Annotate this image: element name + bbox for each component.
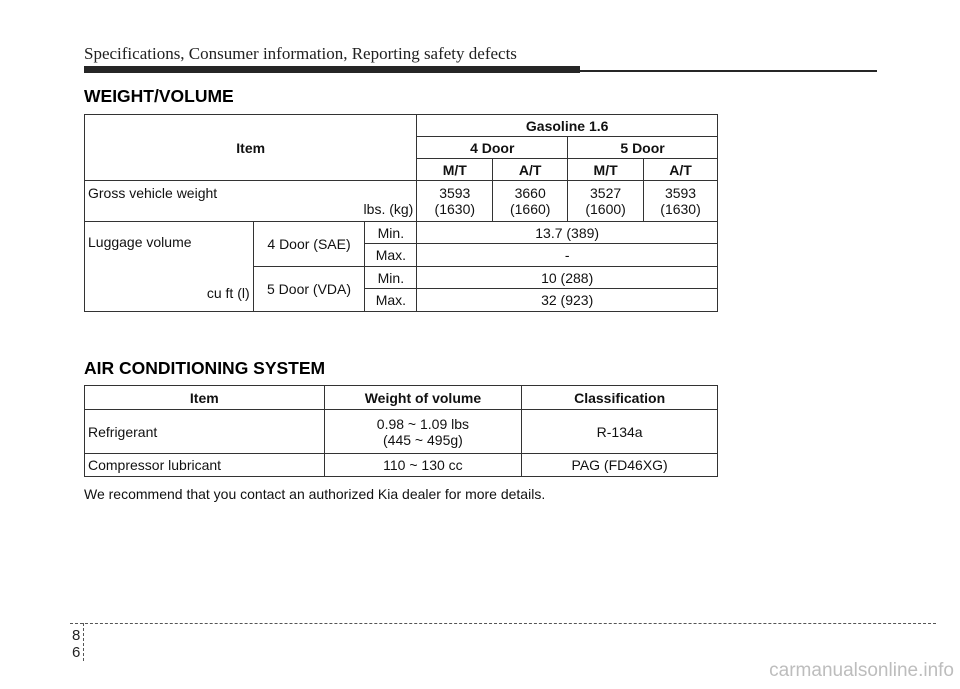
gvw-cell xyxy=(568,181,644,222)
gvw-unit: lbs. (kg) xyxy=(363,201,414,217)
gvw-cell xyxy=(417,181,493,222)
door4-min-value: 13.7 (389) xyxy=(417,222,718,244)
ac-weight-line1: 0.98 ~ 1.09 lbs xyxy=(376,415,470,432)
page-number: 8 6 xyxy=(72,627,85,661)
header-rule-thick xyxy=(84,66,580,73)
engine-header: Gasoline 1.6 xyxy=(417,115,718,137)
ac-header-class: Classification xyxy=(522,386,718,410)
ac-system-table xyxy=(84,385,718,477)
luggage-label: Luggage volume xyxy=(88,234,192,250)
gvw-lbs: 3660 xyxy=(514,185,546,201)
gvw-kg: (1660) xyxy=(509,201,551,217)
luggage-label-cell xyxy=(85,222,254,312)
trans-header: M/T xyxy=(417,159,493,181)
header-rule-thin xyxy=(580,70,877,72)
door5-header: 5 Door xyxy=(568,137,718,159)
gvw-lbs: 3593 xyxy=(664,185,697,201)
door5-max-value: 32 (923) xyxy=(417,289,718,312)
weight-volume-table xyxy=(84,114,718,312)
door4-standard: 4 Door (SAE) xyxy=(253,222,365,267)
ac-class: PAG (FD46XG) xyxy=(522,454,718,477)
ac-item: Compressor lubricant xyxy=(85,454,325,477)
door5-standard: 5 Door (VDA) xyxy=(253,267,365,312)
max-label: Max. xyxy=(365,289,417,312)
min-label: Min. xyxy=(365,222,417,244)
luggage-unit: cu ft (l) xyxy=(206,285,250,301)
gvw-label: Gross vehicle weight xyxy=(88,185,218,201)
trans-header: A/T xyxy=(644,159,718,181)
ac-header-weight: Weight of volume xyxy=(324,386,522,410)
gvw-lbs: 3527 xyxy=(590,185,622,201)
ac-weight-line2: (445 ~ 495g) xyxy=(383,431,463,448)
gvw-kg: (1630) xyxy=(434,201,476,217)
min-label: Min. xyxy=(365,267,417,289)
door4-header: 4 Door xyxy=(417,137,568,159)
gvw-row-label xyxy=(85,181,417,222)
ac-class: R-134a xyxy=(522,410,718,454)
door5-min-value: 10 (288) xyxy=(417,267,718,289)
footer-rule xyxy=(70,623,936,624)
watermark: carmanualsonline.info xyxy=(769,660,954,681)
ac-weight xyxy=(324,410,522,454)
trans-header: A/T xyxy=(493,159,568,181)
door4-max-value: - xyxy=(417,244,718,267)
gvw-kg: (1600) xyxy=(585,201,626,217)
gvw-kg: (1630) xyxy=(660,201,701,217)
gvw-lbs: 3593 xyxy=(439,185,471,201)
max-label: Max. xyxy=(365,244,417,267)
gvw-cell xyxy=(493,181,568,222)
trans-header: M/T xyxy=(568,159,644,181)
ac-header-item: Item xyxy=(85,386,325,410)
dealer-note: We recommend that you contact an authorized Kia dealer for more details. xyxy=(84,486,546,502)
ac-system-title: AIR CONDITIONING SYSTEM xyxy=(84,358,326,378)
page-header-title: Specifications, Consumer information, Reporting safety defects xyxy=(84,44,517,63)
item-header: Item xyxy=(85,115,417,181)
gvw-cell xyxy=(644,181,718,222)
weight-volume-title: WEIGHT/VOLUME xyxy=(84,86,234,106)
ac-item: Refrigerant xyxy=(85,410,325,454)
ac-weight: 110 ~ 130 cc xyxy=(324,454,522,477)
